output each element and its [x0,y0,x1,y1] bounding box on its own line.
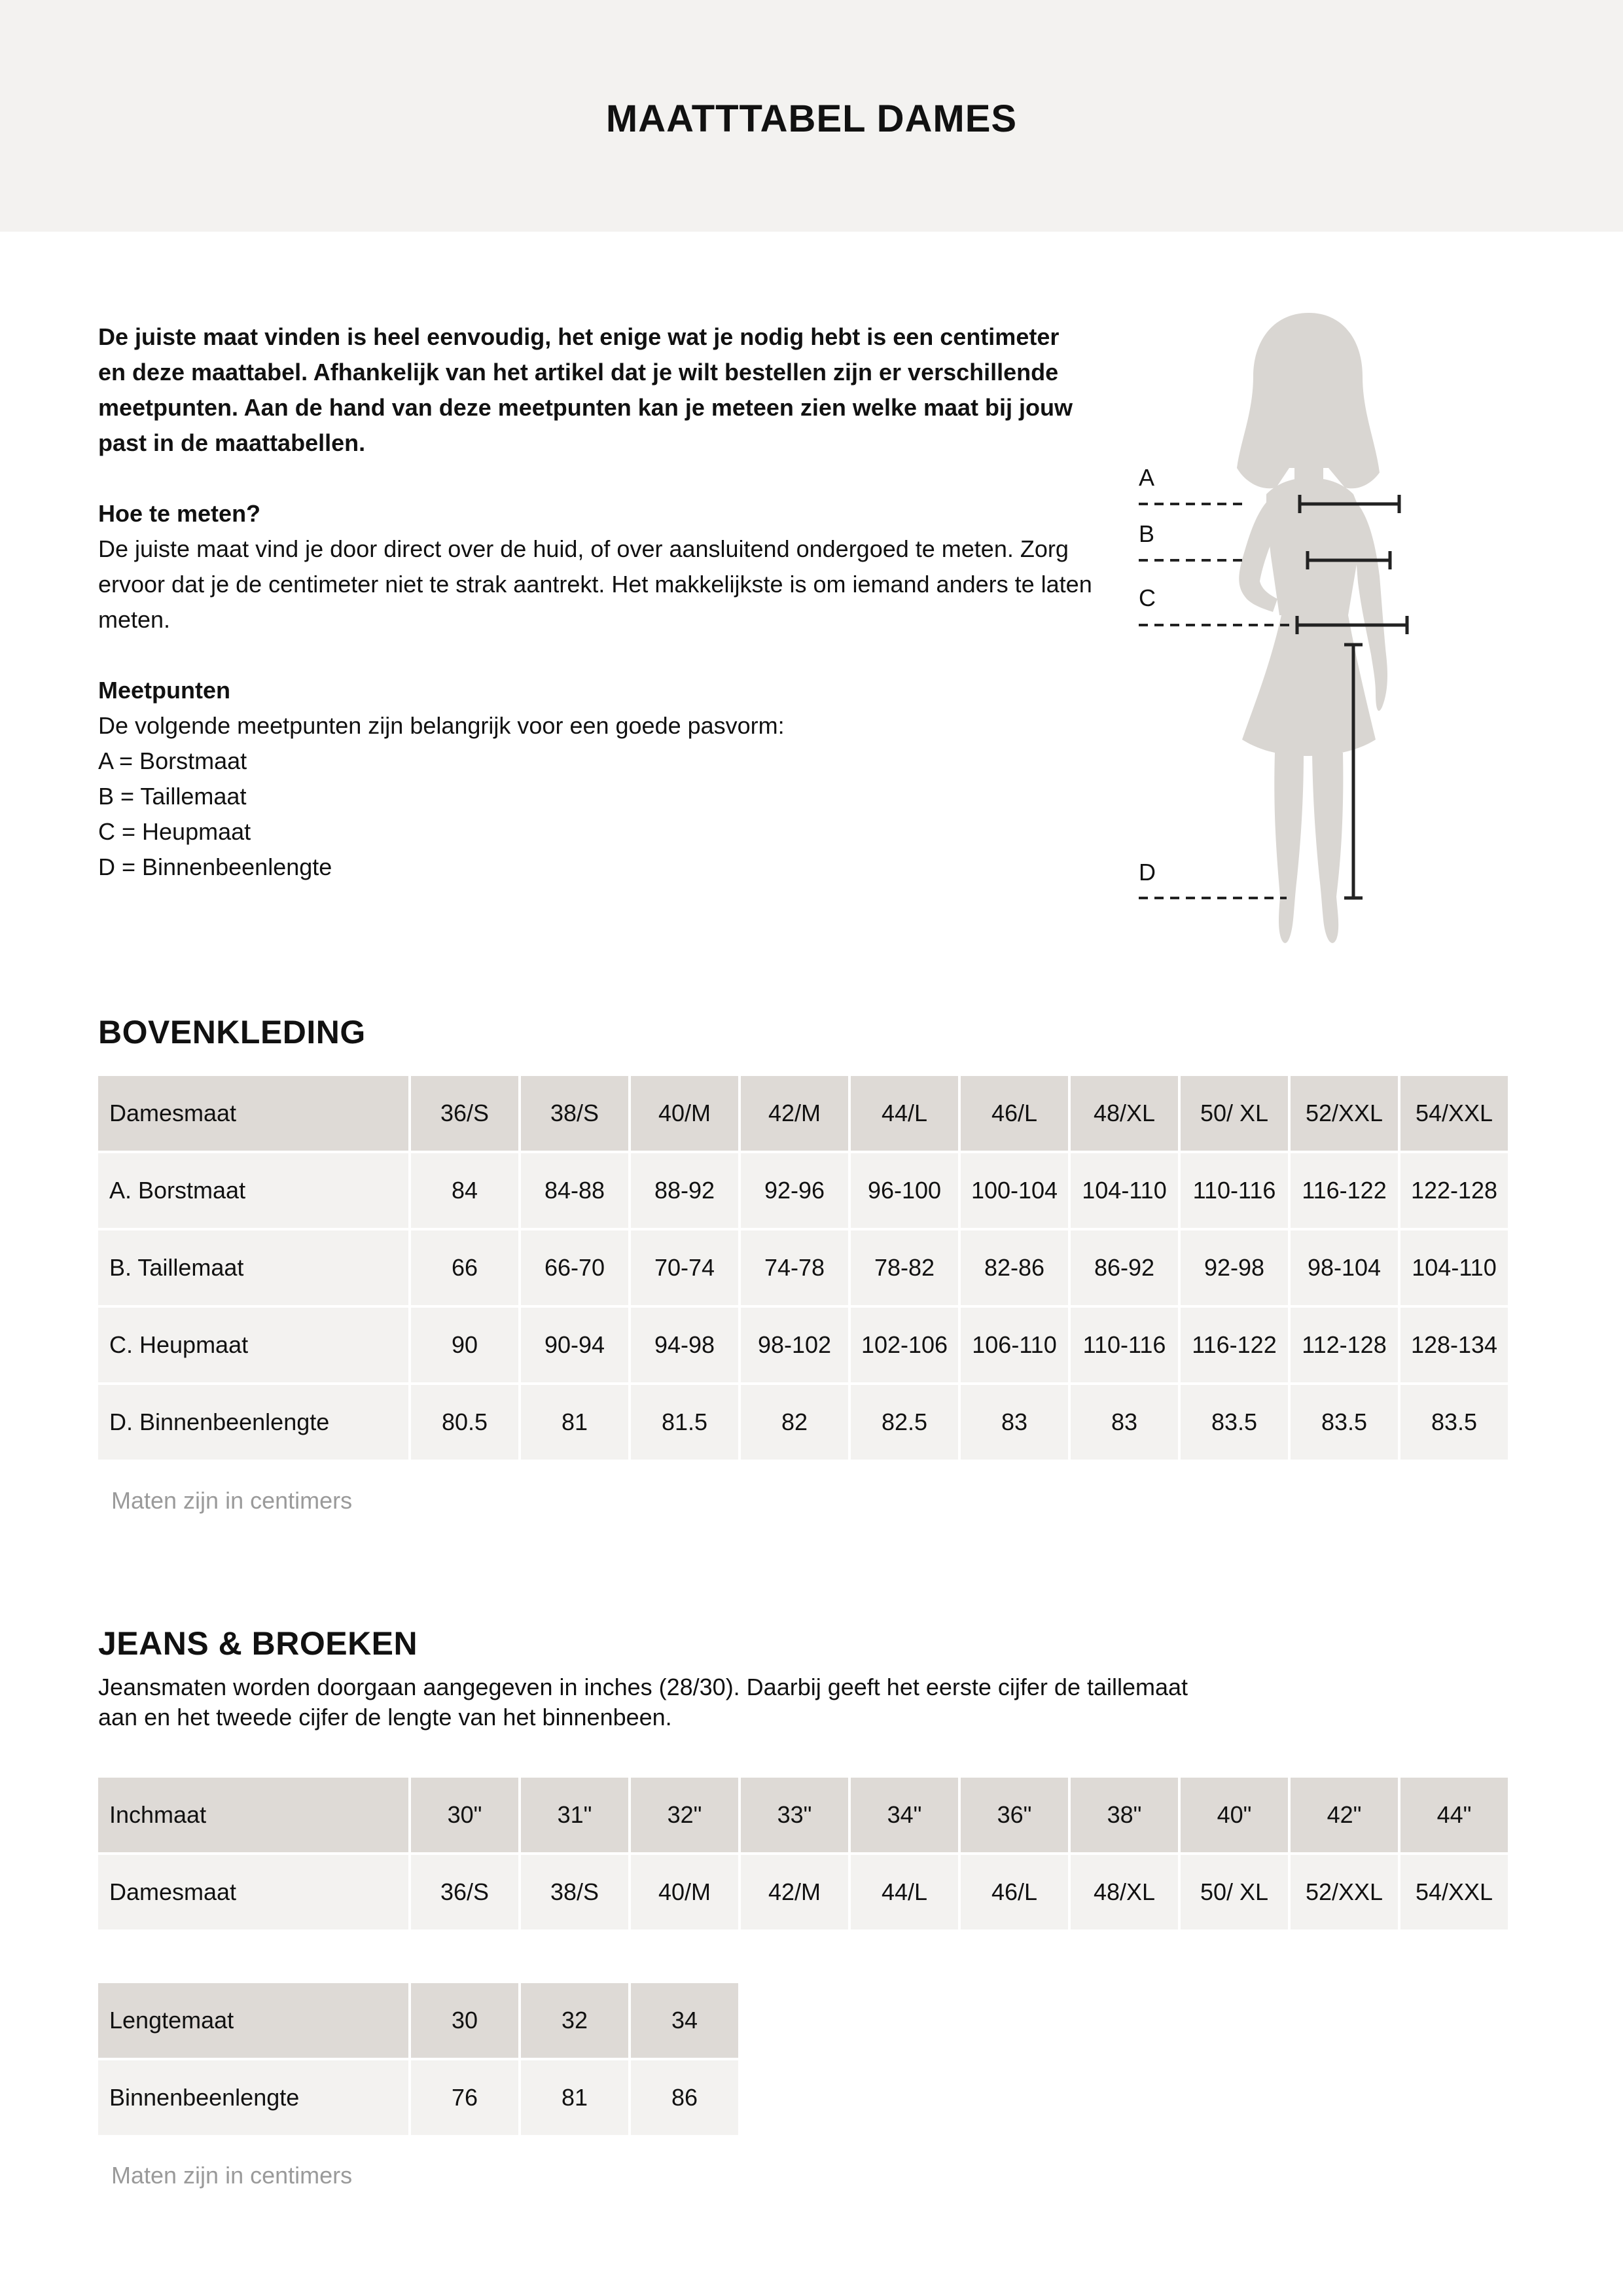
measure-point-a: A = Borstmaat [98,747,247,774]
table-header-cell: 44" [1400,1778,1508,1852]
table-cell: 66 [411,1230,518,1305]
table-cell: Binnenbeenlengte [98,2060,408,2135]
table-header-cell: Inchmaat [98,1778,408,1852]
table-cell: 80.5 [411,1385,518,1460]
table-cell: 70-74 [631,1230,738,1305]
table-cell: 122-128 [1400,1153,1508,1228]
table-header-cell: 31" [521,1778,628,1852]
measure-points-heading: Meetpunten [98,677,230,704]
measure-point-c: C = Heupmaat [98,818,251,845]
table-cell: 92-96 [741,1153,848,1228]
table-header-cell: 32 [521,1983,628,2058]
table-header-cell: Lengtemaat [98,1983,408,2058]
table-cell: 88-92 [631,1153,738,1228]
table-header-cell: 48/XL [1071,1076,1178,1151]
table-cell: 106-110 [961,1308,1068,1382]
table-cell: 82.5 [851,1385,958,1460]
table-cell: 81 [521,1385,628,1460]
table-cell: 90-94 [521,1308,628,1382]
table-cell: 83.5 [1400,1385,1508,1460]
table-cell: 116-122 [1291,1153,1398,1228]
table-header-row [98,1983,738,2058]
page-title: MAATTTABEL DAMES [605,98,1018,140]
table-header-cell: Damesmaat [98,1076,408,1151]
how-to-measure-text: De juiste maat vind je door direct over de huid, of over aansluitend ondergoed te meten. Zorg ervoor dat je de centimeter niet te strak aantrekt. Het makkelijkste is om iemand anders te laten meten. [98,535,1092,633]
table-cell: 100-104 [961,1153,1068,1228]
table-cell: 44/L [851,1855,958,1929]
table-header-cell: 50/ XL [1181,1076,1288,1151]
table-cell: 81.5 [631,1385,738,1460]
table-cell: 84-88 [521,1153,628,1228]
table-cell: 96-100 [851,1153,958,1228]
table-cell: 84 [411,1153,518,1228]
table-cell: 76 [411,2060,518,2135]
table-cell: 74-78 [741,1230,848,1305]
table-cell: 83.5 [1181,1385,1288,1460]
length-table [96,1981,741,2138]
table-header-cell: 33" [741,1778,848,1852]
table-header-cell: 38/S [521,1076,628,1151]
inch-table [96,1775,1510,1932]
table-cell: C. Heupmaat [98,1308,408,1382]
table-header-cell: 40/M [631,1076,738,1151]
table-cell: 94-98 [631,1308,738,1382]
table-cell: 92-98 [1181,1230,1288,1305]
table-header-cell: 34 [631,1983,738,2058]
bovenkleding-table [96,1073,1510,1462]
table-cell: 83 [1071,1385,1178,1460]
table-header-cell: 36" [961,1778,1068,1852]
table-cell: 104-110 [1400,1230,1508,1305]
table-header-cell: 34" [851,1778,958,1852]
intro-section [98,319,1093,885]
table-cell: 78-82 [851,1230,958,1305]
table-cell: 54/XXL [1400,1855,1508,1929]
table-cell: A. Borstmaat [98,1153,408,1228]
table-cell: 86 [631,2060,738,2135]
table-header-cell: 30 [411,1983,518,2058]
table-cell: 112-128 [1291,1308,1398,1382]
table-cell: 50/ XL [1181,1855,1288,1929]
table-cell: 102-106 [851,1308,958,1382]
table-cell: 98-102 [741,1308,848,1382]
table-cell: 116-122 [1181,1308,1288,1382]
table-cell: 38/S [521,1855,628,1929]
table-cell: 46/L [961,1855,1068,1929]
table-cell: 110-116 [1071,1308,1178,1382]
body-measurement-figure [1132,301,1472,956]
table-cell: 81 [521,2060,628,2135]
table-cell: 90 [411,1308,518,1382]
table-header-cell: 40" [1181,1778,1288,1852]
page-header [0,0,1623,232]
table-row [98,1308,1508,1382]
intro-paragraph: De juiste maat vinden is heel eenvoudig, het enige wat je nodig hebt is een centimeter en deze maattabel. Afhankelijk van het artikel dat je wilt bestellen zijn er verschillende meetpunten. Aan de hand van deze meetpunten kan je meteen zien welke maat bij jouw past in de maattabellen. [98,323,1073,456]
measure-label-c: C [1139,584,1156,611]
silhouette-shape [1237,313,1387,943]
table-header-cell: 52/XXL [1291,1076,1398,1151]
table-cell: 82 [741,1385,848,1460]
woman-silhouette-icon [1132,301,1472,956]
table-cell: 86-92 [1071,1230,1178,1305]
jeans-title: JEANS & BROEKEN [98,1625,418,1662]
table-header-cell: 32" [631,1778,738,1852]
table-row [98,1385,1508,1460]
measure-label-d: D [1139,859,1156,886]
measure-point-d: D = Binnenbeenlengte [98,853,332,880]
table-row [98,2060,738,2135]
table-header-row [98,1076,1508,1151]
measure-points-text: De volgende meetpunten zijn belangrijk voor een goede pasvorm: [98,712,785,739]
jeans-note: Maten zijn in centimers [111,2162,353,2189]
table-cell: 36/S [411,1855,518,1929]
table-header-cell: 30" [411,1778,518,1852]
table-header-cell: 44/L [851,1076,958,1151]
table-cell: 66-70 [521,1230,628,1305]
table-cell: 110-116 [1181,1153,1288,1228]
table-cell: Damesmaat [98,1855,408,1929]
how-to-measure-heading: Hoe te meten? [98,500,261,527]
table-cell: 48/XL [1071,1855,1178,1929]
table-header-row [98,1778,1508,1852]
table-header-cell: 42" [1291,1778,1398,1852]
measure-point-b: B = Taillemaat [98,783,247,810]
table-header-cell: 36/S [411,1076,518,1151]
table-cell: 82-86 [961,1230,1068,1305]
table-header-cell: 38" [1071,1778,1178,1852]
table-cell: 98-104 [1291,1230,1398,1305]
table-cell: 40/M [631,1855,738,1929]
table-cell: B. Taillemaat [98,1230,408,1305]
table-cell: 52/XXL [1291,1855,1398,1929]
table-row [98,1153,1508,1228]
bovenkleding-note: Maten zijn in centimers [111,1487,353,1514]
table-cell: 104-110 [1071,1153,1178,1228]
measure-label-b: B [1139,520,1155,547]
measure-label-a: A [1139,464,1155,491]
jeans-description: Jeansmaten worden doorgaan aangegeven in inches (28/30). Daarbij geeft het eerste cijfer de taillemaat aan en het tweede cijfer de lengte van het binnenbeen. [98,1674,1188,1731]
table-row [98,1230,1508,1305]
table-cell: 128-134 [1400,1308,1508,1382]
table-header-cell: 42/M [741,1076,848,1151]
bovenkleding-title: BOVENKLEDING [98,1014,366,1050]
table-cell: 83.5 [1291,1385,1398,1460]
table-row [98,1855,1508,1929]
table-cell: 42/M [741,1855,848,1929]
table-cell: D. Binnenbeenlengte [98,1385,408,1460]
table-header-cell: 46/L [961,1076,1068,1151]
table-header-cell: 54/XXL [1400,1076,1508,1151]
table-cell: 83 [961,1385,1068,1460]
